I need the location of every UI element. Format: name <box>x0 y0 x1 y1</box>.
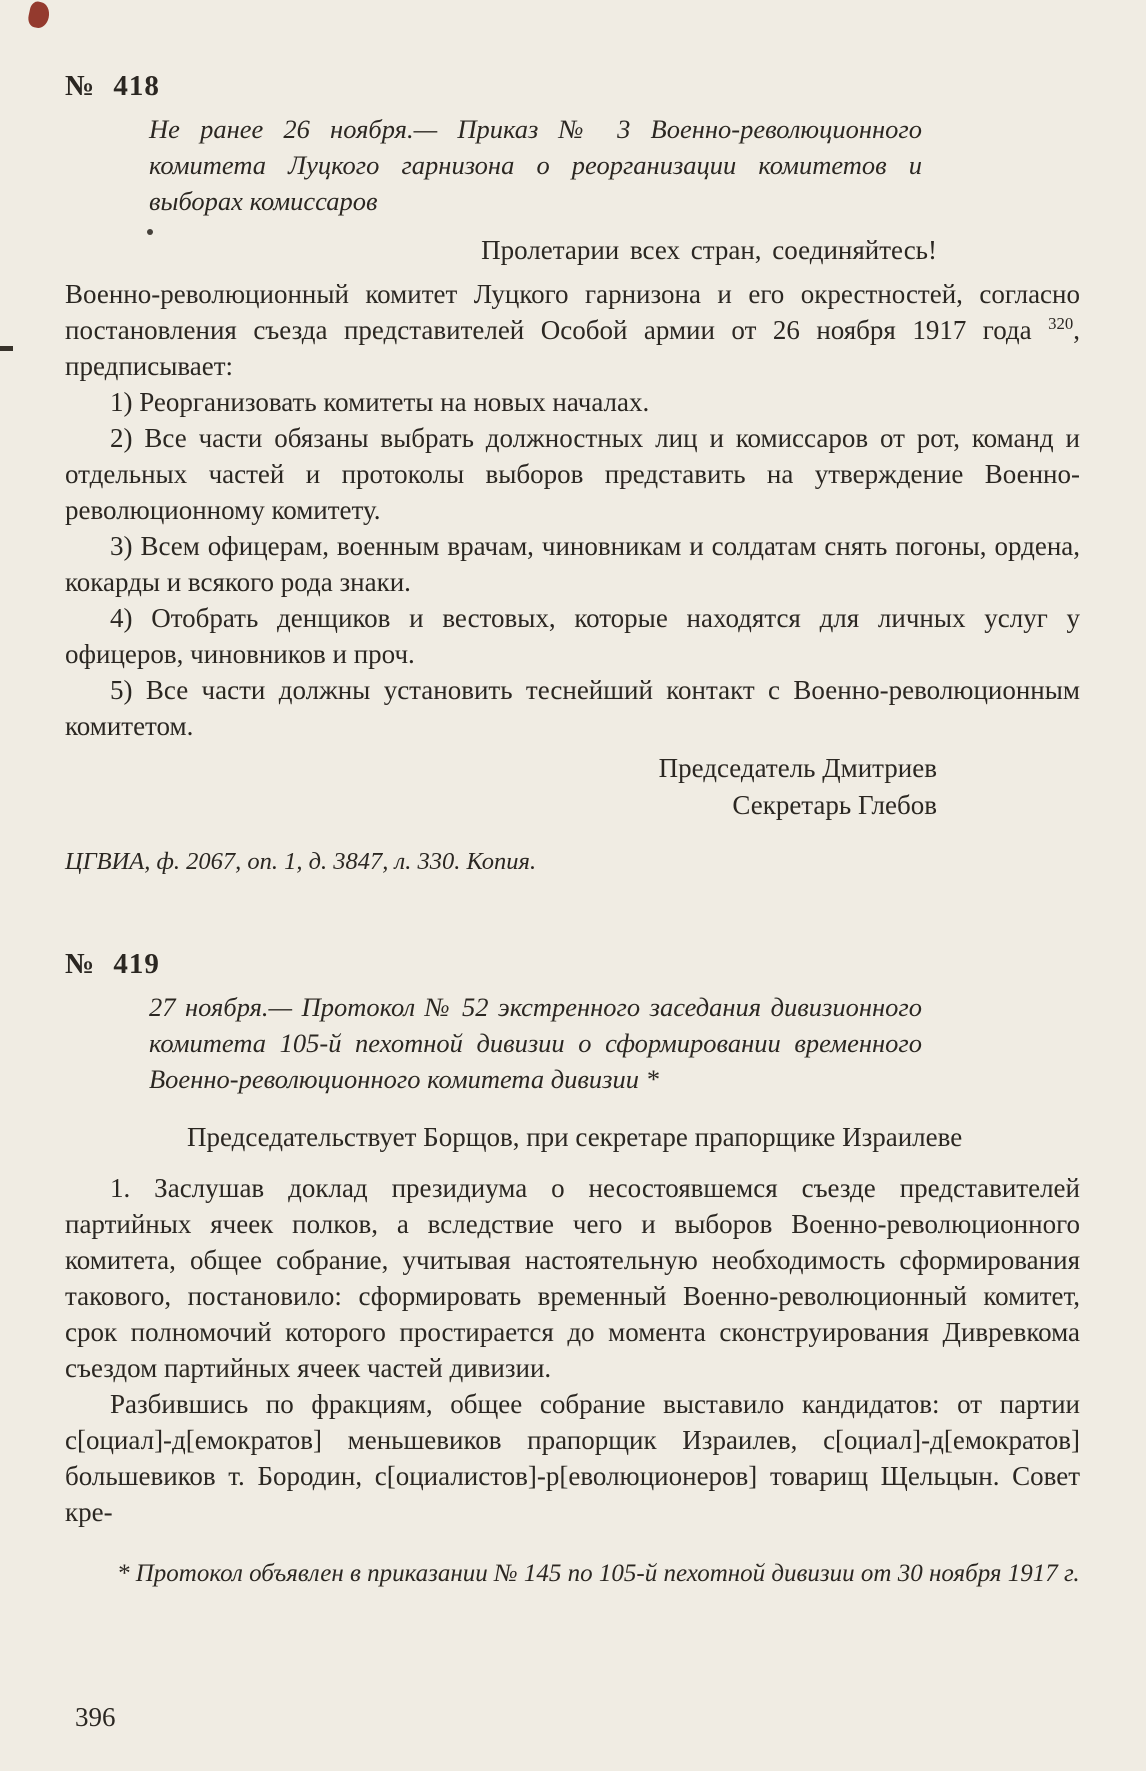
document-heading: Не ранее 26 ноября.— Приказ № 3 Военно-революционного комитета Луцкого гарнизона о реорганизации комитетов и выборах комиссаров <box>149 114 922 216</box>
archive-reference: ЦГВИА, ф. 2067, оп. 1, д. 3847, л. 330. Копия. <box>65 848 537 875</box>
order-item-1: 1) Реорганизовать комитеты на новых началах. <box>110 387 650 417</box>
footnote-reference-320: 320 <box>1048 314 1074 333</box>
protocol-paragraph-2: Разбившись по фракциям, общее собрание выставило кандидатов: от партии с[оциал]-д[емократов] меньшевиков прапорщик Израилев, с[оциал]-д[емократов] большевиков т. Бородин, с[оциалистов]-р[еволюционеров] товарищ Щельцын. Совет кре- <box>65 1389 1080 1527</box>
page-footnote: * Протокол объявлен в приказании № 145 по 105-й пехотной дивизии от 30 ноября 1917 г. <box>117 1560 1080 1587</box>
signature-block <box>65 750 1080 824</box>
order-item-2: 2) Все части обязаны выбрать должностных лиц и комиссаров от рот, команд и отдельных частей и протоколы выборов представить на утверждение Военно-революционному комитету. <box>65 423 1080 525</box>
paragraph-text: Военно-революционный комитет Луцкого гарнизона и его окрестностей, согласно постановления съезда представителей Особой армии от 26 ноября 1917 года <box>65 279 1080 345</box>
order-item-3: 3) Всем офицерам, военным врачам, чиновникам и солдатам снять погоны, ордена, кокарды и всякого рода знаки. <box>65 531 1080 597</box>
document-number: № 418 <box>65 70 160 102</box>
order-item-4: 4) Отобрать денщиков и вестовых, которые находятся для личных услуг у офицеров, чиновников и проч. <box>65 603 1080 669</box>
epigraph-slogan: Пролетарии всех стран, соединяйтесь! <box>481 235 937 265</box>
presiding-line: Председательствует Борщов, при секретаре прапорщике Израилеве <box>187 1122 963 1152</box>
document-number: № 419 <box>65 948 160 980</box>
signature-secretary: Секретарь Глебов <box>732 790 937 820</box>
protocol-paragraph-1: 1. Заслушав доклад президиума о несостоявшемся съезде представителей партийных ячеек полков, а вследствие чего и выборов Военно-революционного комитета, общее собрание, учитывая настоятельную необходимость сформирования такового, постановило: сформировать временный Военно-революционный комитет, срок полномочий которого простирается до момента сконструирования Дивревкома съездом партийных ячеек частей дивизии. <box>65 1173 1080 1383</box>
order-item-5: 5) Все части должны установить теснейший контакт с Военно-революционным комитетом. <box>65 675 1080 741</box>
signature-chairman: Председатель Дмитриев <box>658 753 937 783</box>
document-419 <box>65 948 1080 1530</box>
document-heading: 27 ноября.— Протокол № 52 экстренного заседания дивизионного комитета 105-й пехотной дивизии о сформировании временного Военно-революционного комитета дивизии * <box>149 992 922 1094</box>
paragraph-intro <box>65 276 1080 384</box>
document-418 <box>65 70 1080 876</box>
page-number: 396 <box>75 1702 116 1732</box>
paragraph-text: , предписывает: <box>65 315 1080 381</box>
